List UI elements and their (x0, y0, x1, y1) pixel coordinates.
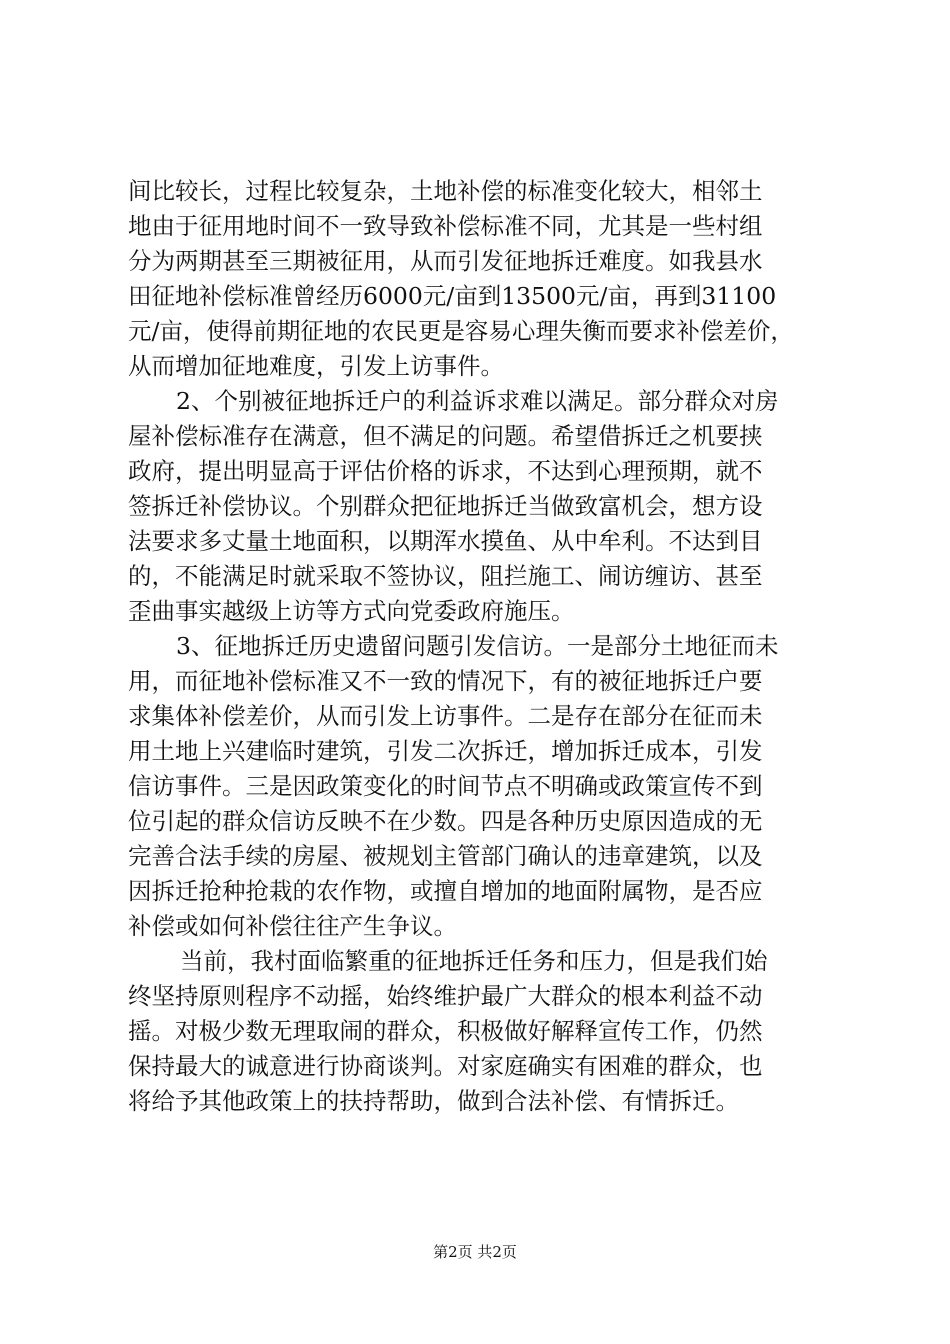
text-line-25: 摇。对极少数无理取闹的群众，积极做好解释宣传工作，仍然 (128, 1017, 763, 1045)
text-line-2: 地由于征用地时间不一致导致补偿标准不同，尤其是一些村组 (128, 212, 763, 240)
text-line-14: 3、征地拆迁历史遗留问题引发信访。一是部分土地征而未 (176, 632, 779, 660)
page-footer: 第2页 共2页 (433, 1243, 517, 1261)
text-line-10: 签拆迁补偿协议。个别群众把征地拆迁当做致富机会，想方设 (128, 492, 763, 520)
text-line-8: 屋补偿标准存在满意，但不满足的问题。希望借拆迁之机要挟 (128, 422, 763, 450)
text-line-27: 将给予其他政策上的扶持帮助，做到合法补偿、有情拆迁。 (128, 1087, 739, 1115)
text-line-6: 从而增加征地难度，引发上访事件。 (128, 352, 504, 380)
text-line-9: 政府，提出明显高于评估价格的诉求，不达到心理预期，就不 (128, 457, 763, 485)
text-line-12: 的，不能满足时就采取不签协议，阻拦施工、闹访缠访、甚至 (128, 562, 763, 590)
text-line-19: 位引起的群众信访反映不在少数。四是各种历史原因造成的无 (128, 807, 763, 835)
text-line-3: 分为两期甚至三期被征用，从而引发征地拆迁难度。如我县水 (128, 247, 763, 275)
text-line-1: 间比较长，过程比较复杂，土地补偿的标准变化较大，相邻土 (128, 177, 763, 205)
text-line-5: 元/亩，使得前期征地的农民更是容易心理失衡而要求补偿差价， (128, 317, 794, 345)
text-line-16: 求集体补偿差价，从而引发上访事件。二是存在部分在征而未 (128, 702, 763, 730)
text-line-11: 法要求多丈量土地面积，以期浑水摸鱼、从中牟利。不达到目 (128, 527, 763, 555)
text-line-17: 用土地上兴建临时建筑，引发二次拆迁，增加拆迁成本，引发 (128, 737, 763, 765)
text-line-22: 补偿或如何补偿往往产生争议。 (128, 912, 457, 940)
text-line-18: 信访事件。三是因政策变化的时间节点不明确或政策宣传不到 (128, 772, 763, 800)
text-line-15: 用，而征地补偿标准又不一致的情况下，有的被征地拆迁户要 (128, 667, 763, 695)
text-line-21: 因拆迁抢种抢栽的农作物，或擅自增加的地面附属物，是否应 (128, 877, 763, 905)
text-line-23: 当前，我村面临繁重的征地拆迁任务和压力，但是我们始 (180, 947, 768, 975)
text-line-24: 终坚持原则程序不动摇，始终维护最广大群众的根本利益不动 (128, 982, 763, 1010)
text-line-4: 田征地补偿标准曾经历6000元/亩到13500元/亩，再到31100 (128, 282, 777, 310)
text-line-26: 保持最大的诚意进行协商谈判。对家庭确实有困难的群众，也 (128, 1052, 763, 1080)
text-line-20: 完善合法手续的房屋、被规划主管部门确认的违章建筑，以及 (128, 842, 763, 870)
text-line-7: 2、个别被征地拆迁户的利益诉求难以满足。部分群众对房 (176, 387, 779, 415)
text-line-13: 歪曲事实越级上访等方式向党委政府施压。 (128, 597, 575, 625)
